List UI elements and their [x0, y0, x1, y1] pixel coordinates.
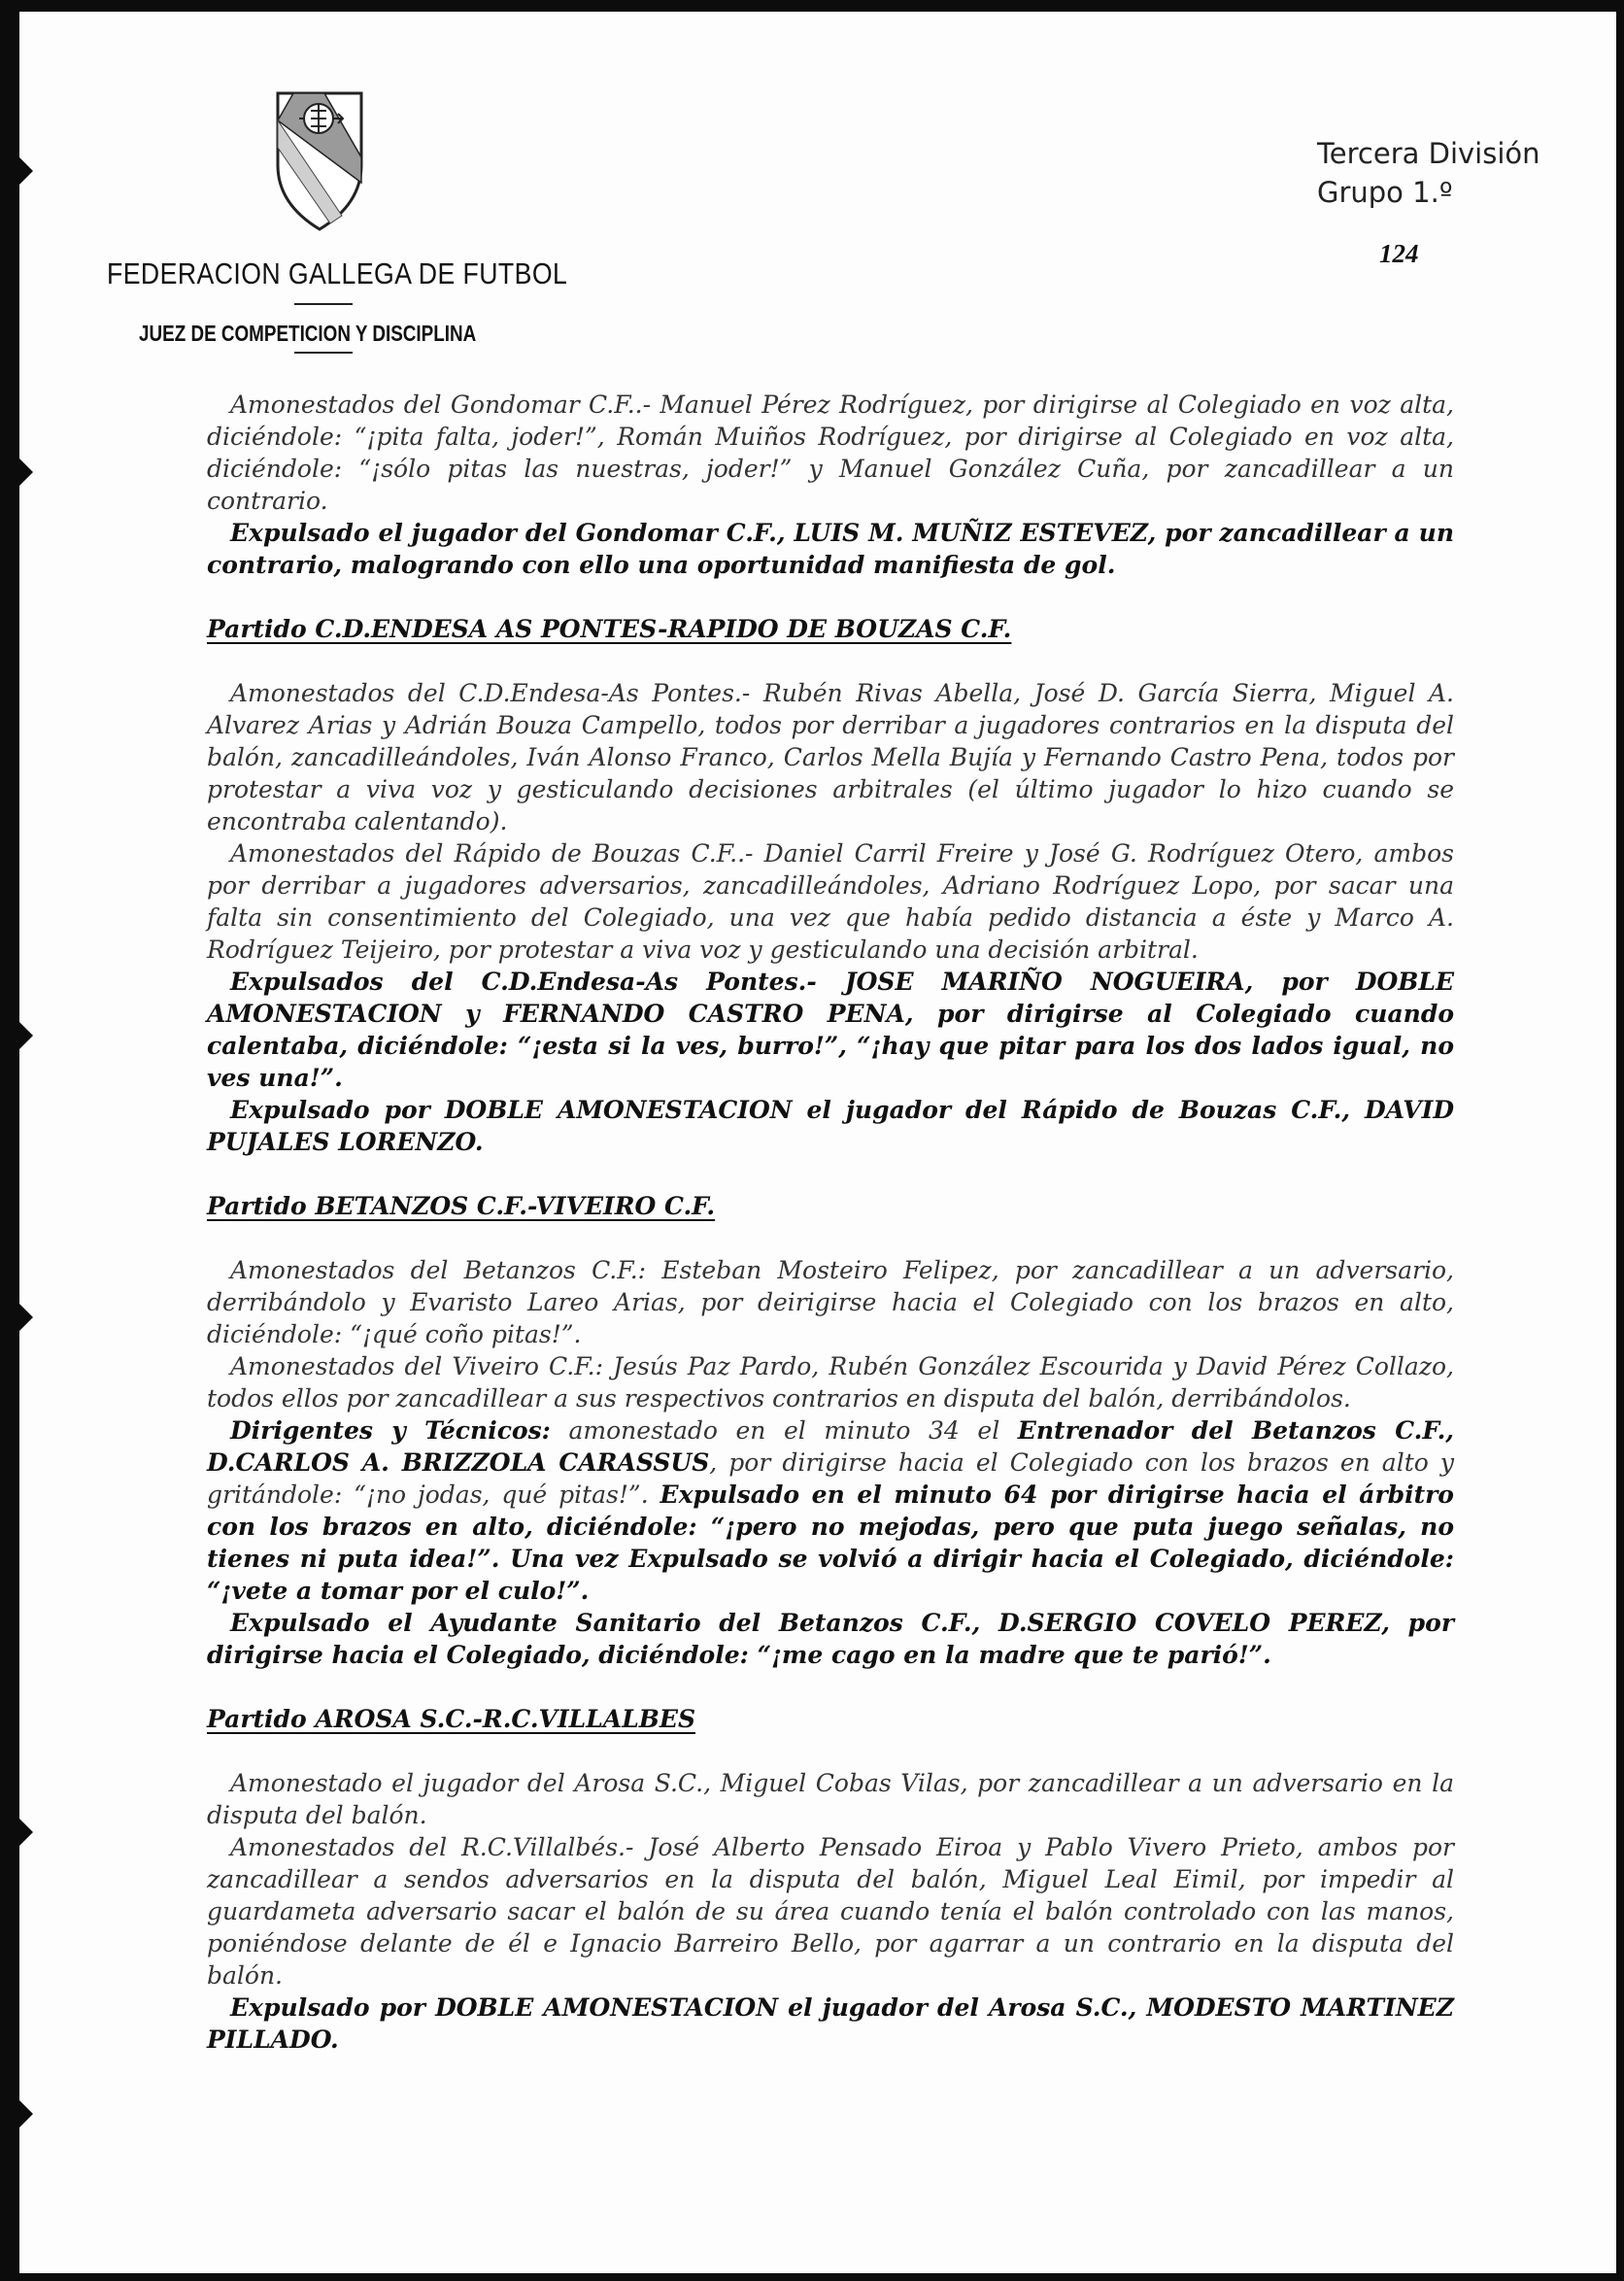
document-page	[19, 12, 1616, 2273]
paragraph-warned-arosa: Amonestado el jugador del Arosa S.C., Miguel Cobas Vilas, por zancadillear a un adversario en la disputa del balón.	[207, 1769, 1454, 1829]
torn-edge	[19, 1304, 33, 1331]
document-body	[207, 389, 1454, 2056]
federation-name: FEDERACION GALLEGA DE FUTBOL	[107, 256, 568, 290]
staff-coach: Entrenador del Betanzos C.F., D.CARLOS A. BRIZZOLA CARASSUS	[207, 1416, 1455, 1477]
match-title-betanzos-viveiro: Partido BETANZOS C.F.-VIVEIRO C.F.	[207, 1192, 716, 1220]
divider	[294, 352, 353, 354]
torn-edge	[19, 1022, 33, 1049]
torn-edge	[19, 1819, 33, 1846]
paragraph-expelled-endesa: Expulsados del C.D.Endesa-As Pontes.- JOSE MARIÑO NOGUEIRA, por DOBLE AMONESTACION y FERNANDO CASTRO PENA, por dirigirse al Colegiado cuando calentaba, diciéndole: “¡esta si la ves, burro!”, “¡hay que pitar para los dos lados igual, no ves una!”.	[207, 968, 1454, 1092]
paragraph-warned-rapido: Amonestados del Rápido de Bouzas C.F..- Daniel Carril Freire y José G. Rodríguez Otero, ambos por derribar a jugadores adversarios, zancadilleándoles, Adriano Rodríguez Lopo, por sacar una falta sin consentimiento del Colegiado, una vez que había pedido distancia a éste y Marco A. Rodríguez Teijeiro, por protestar a viva voz y gesticulando una decisión arbitral.	[207, 839, 1454, 964]
page-number: 124	[1379, 239, 1419, 268]
paragraph-expelled-gondomar: Expulsado el jugador del Gondomar C.F., LUIS M. MUÑIZ ESTEVEZ, por zancadillear a un contrario, malogrando con ello una oportunidad manifiesta de gol.	[207, 519, 1454, 579]
department-name: JUEZ DE COMPETICION Y DISCIPLINA	[139, 321, 477, 346]
group-line: Grupo 1.º	[1317, 176, 1453, 209]
match-title-arosa-villalbes: Partido AROSA S.C.-R.C.VILLALBES	[207, 1705, 696, 1733]
match-title-endesa-rapido: Partido C.D.ENDESA AS PONTES-RAPIDO DE BOUZAS C.F.	[207, 615, 1012, 643]
paragraph-warned-endesa: Amonestados del C.D.Endesa-As Pontes.- Rubén Rivas Abella, José D. García Sierra, Miguel A. Alvarez Arias y Adrián Bouza Campello, todos por derribar a jugadores contrarios en la disputa del balón, zancadilleándoles, Iván Alonso Franco, Carlos Mella Bujía y Fernando Castro Pena, todos por protestar a viva voz y gesticulando decisiones arbitrales (el último jugador lo hizo cuando se encontraba calentando).	[207, 679, 1454, 835]
staff-text: , por dirigirse hacia el Colegiado con los brazos en alto y gritándole: “¡no jodas, qué pitas!”.	[207, 1448, 1454, 1509]
paragraph-expelled-rapido: Expulsado por DOBLE AMONESTACION el jugador del Rápido de Bouzas C.F., DAVID PUJALES LORENZO.	[207, 1096, 1454, 1156]
paragraph-staff-betanzos	[207, 1414, 1454, 1607]
divider	[294, 303, 353, 305]
torn-edge	[19, 157, 33, 185]
staff-text: amonestado en el minuto 34 el	[550, 1416, 1018, 1445]
paragraph-expelled-arosa: Expulsado por DOBLE AMONESTACION el jugador del Arosa S.C., MODESTO MARTINEZ PILLADO.	[207, 1993, 1454, 2054]
paragraph-warned-viveiro: Amonestados del Viveiro C.F.: Jesús Paz Pardo, Rubén González Escourida y David Pérez Collazo, todos ellos por zancadillear a sus respectivos contrarios en disputa del balón, derribándolos.	[207, 1352, 1454, 1413]
division-label	[1317, 134, 1540, 212]
torn-edge	[19, 2100, 33, 2128]
paragraph-warned-betanzos: Amonestados del Betanzos C.F.: Esteban Mosteiro Felipez, por zancadillear a un adversario, derribándolo y Evaristo Lareo Arias, por deirigirse hacia el Colegiado con los brazos en alto, diciéndole: “¡qué coño pitas!”.	[207, 1256, 1454, 1348]
torn-edge	[19, 459, 33, 486]
division-line: Tercera División	[1317, 137, 1540, 170]
paragraph-warned-villalbes: Amonestados del R.C.Villalbés.- José Alberto Pensado Eiroa y Pablo Vivero Prieto, ambos por zancadillear a sendos adversarios en la disputa del balón, Miguel Leal Eimil, por impedir al guardameta adversario sacar el balón de su área cuando tenía el balón controlado con las manos, poniéndose delante de él e Ignacio Barreiro Bello, por agarrar a un contrario en la disputa del balón.	[207, 1833, 1454, 1990]
federation-crest-icon	[274, 89, 365, 233]
paragraph-expelled-medic: Expulsado el Ayudante Sanitario del Betanzos C.F., D.SERGIO COVELO PEREZ, por dirigirse hacia el Colegiado, diciéndole: “¡me cago en la madre que te parió!”.	[207, 1609, 1454, 1669]
staff-label: Dirigentes y Técnicos:	[230, 1416, 551, 1445]
staff-expulsion: Expulsado en el minuto 64 por dirigirse hacia el árbitro con los brazos en alto, diciéndole: “¡pero no mejodas, pero que puta juego señalas, no tienes ni puta idea!”. Una vez Expulsado se volvió a dirigir hacia el Colegiado, diciéndole: “¡vete a tomar por el culo!”.	[207, 1481, 1454, 1605]
paragraph-warned-gondomar: Amonestados del Gondomar C.F..- Manuel Pérez Rodríguez, por dirigirse al Colegiado en voz alta, diciéndole: “¡pita falta, joder!”, Román Muiños Rodríguez, por dirigirse al Colegiado en voz alta, diciéndole: “¡sólo pitas las nuestras, joder!” y Manuel González Cuña, por zancadillear a un contrario.	[207, 391, 1454, 515]
